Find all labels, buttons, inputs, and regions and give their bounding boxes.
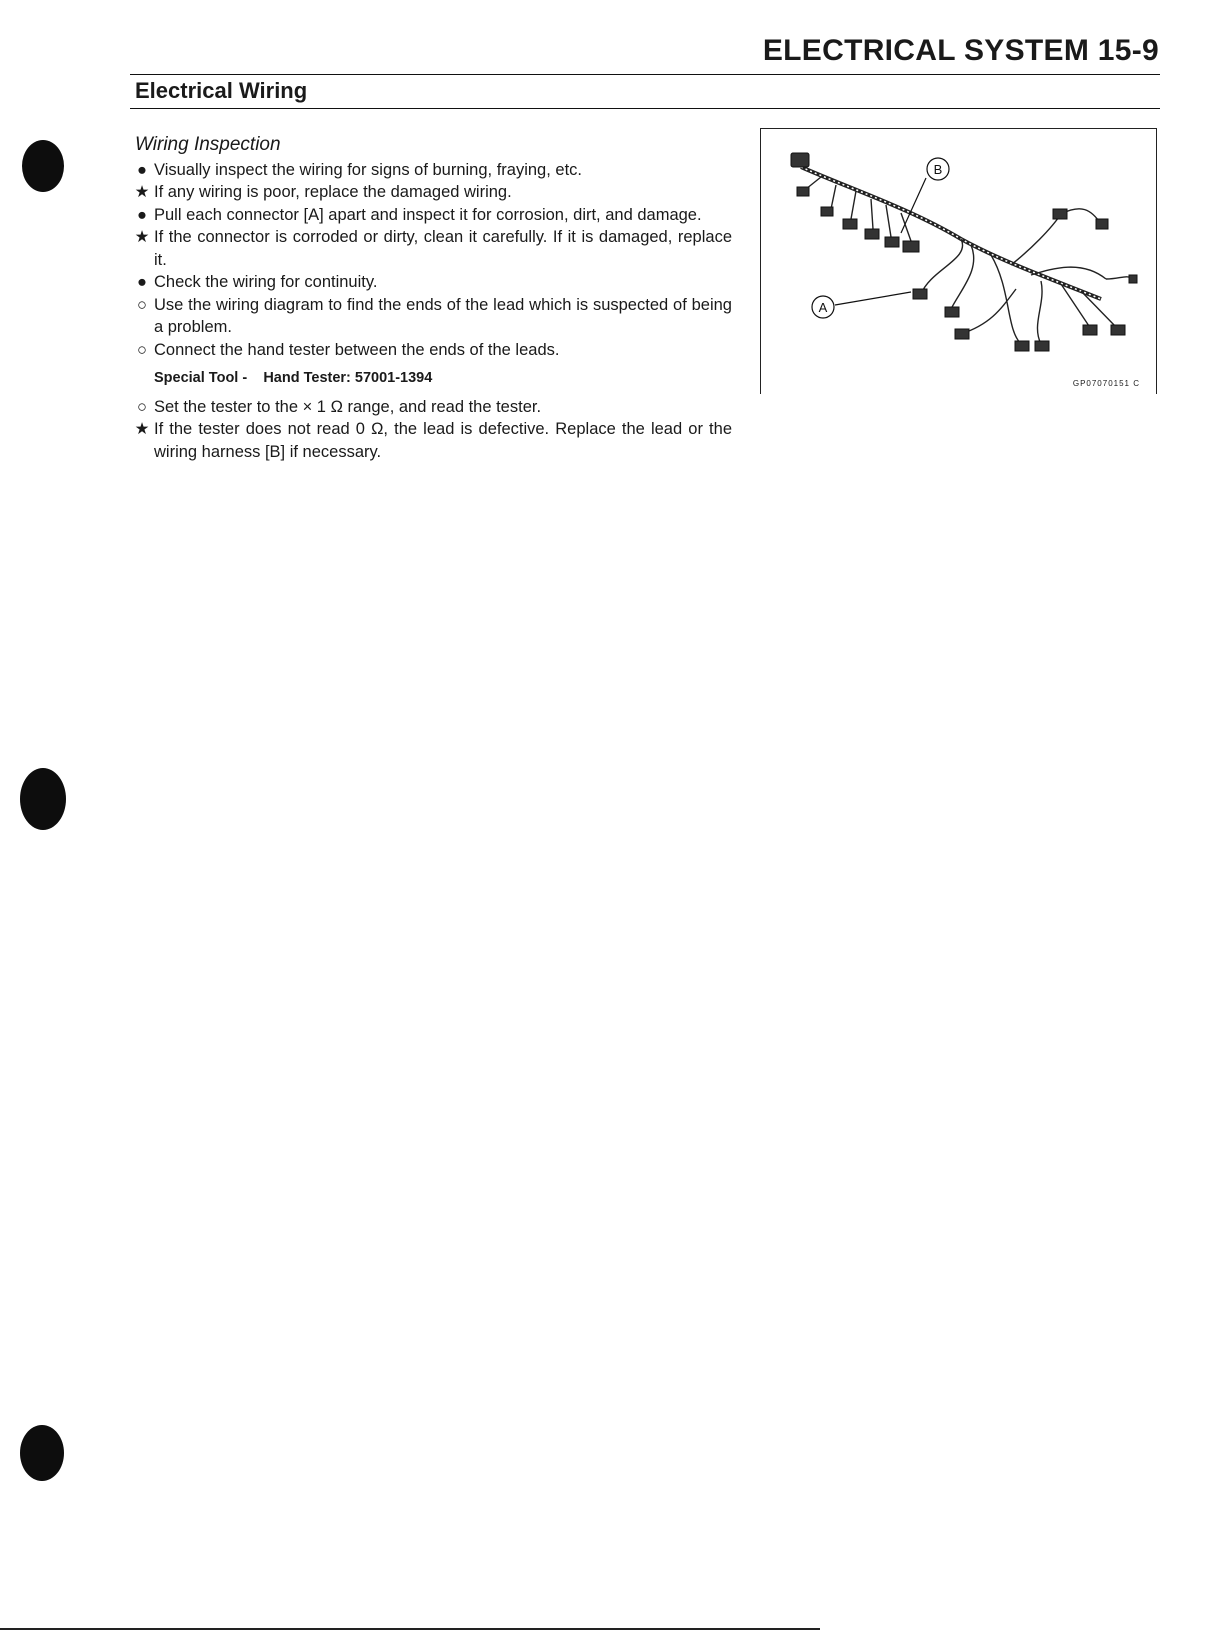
star-mark: ★ <box>134 420 150 438</box>
binder-hole-top <box>22 140 64 192</box>
wiring-harness-figure <box>760 128 1157 394</box>
instruction-text <box>132 134 732 463</box>
instruction-text-line: Pull each connector [A] apart and inspect it for corrosion, dirt, and damage. <box>154 205 702 224</box>
instruction-text-line: Check the wiring for continuity. <box>154 273 378 291</box>
instruction-item <box>132 339 732 362</box>
instruction-text-line: If any wiring is poor, replace the damaged wiring. <box>154 183 512 201</box>
star-mark: ★ <box>134 228 150 246</box>
bullet-mark: ● <box>137 160 147 179</box>
instruction-item <box>132 159 732 182</box>
instruction-item <box>132 226 732 271</box>
instruction-text-line: Connect the hand tester between the ends of the leads. <box>154 340 560 359</box>
instruction-item <box>132 271 732 294</box>
footer-rule <box>0 1628 820 1630</box>
special-tool-label: Special Tool - <box>154 370 248 386</box>
wiring-harness-illustration <box>761 129 1156 394</box>
instruction-text-line: If the tester does not read 0 Ω, the lead is defective. Replace the lead or the wiring harness [B] if necessary. <box>154 420 732 461</box>
special-tool-note <box>154 367 732 390</box>
callout-b-label: B <box>933 162 943 177</box>
callout-a-label: A <box>818 300 828 315</box>
instruction-item <box>132 418 732 463</box>
instruction-text-line: If the connector is corroded or dirty, clean it carefully. If it is damaged, replace it. <box>154 228 732 269</box>
bullet-mark: ● <box>137 205 147 224</box>
circle-mark: ○ <box>137 340 147 359</box>
special-tool-value: Hand Tester: 57001-1394 <box>263 370 433 386</box>
circle-mark: ○ <box>137 397 147 416</box>
section-rule <box>130 108 1160 109</box>
section-title: Electrical Wiring <box>135 78 308 103</box>
binder-hole-bottom <box>20 1425 64 1481</box>
instruction-item <box>132 181 732 204</box>
instruction-item <box>132 396 732 419</box>
figure-code: GP07070151 C <box>1072 379 1140 388</box>
star-mark: ★ <box>134 183 150 201</box>
bullet-mark: ● <box>137 273 147 291</box>
binder-hole-middle <box>20 768 66 830</box>
instruction-text-line: Use the wiring diagram to find the ends of the lead which is suspected of being a problem. <box>154 295 732 336</box>
instruction-item <box>132 204 732 227</box>
header-rule <box>130 74 1160 75</box>
instruction-item <box>132 294 732 339</box>
instruction-text-line: Visually inspect the wiring for signs of burning, fraying, etc. <box>154 160 582 179</box>
instruction-text-line: Set the tester to the × 1 Ω range, and read the tester. <box>154 397 542 416</box>
circle-mark: ○ <box>137 295 147 314</box>
subheading: Wiring Inspection <box>135 134 281 155</box>
page-header-title: ELECTRICAL SYSTEM 15-9 <box>762 34 1159 67</box>
